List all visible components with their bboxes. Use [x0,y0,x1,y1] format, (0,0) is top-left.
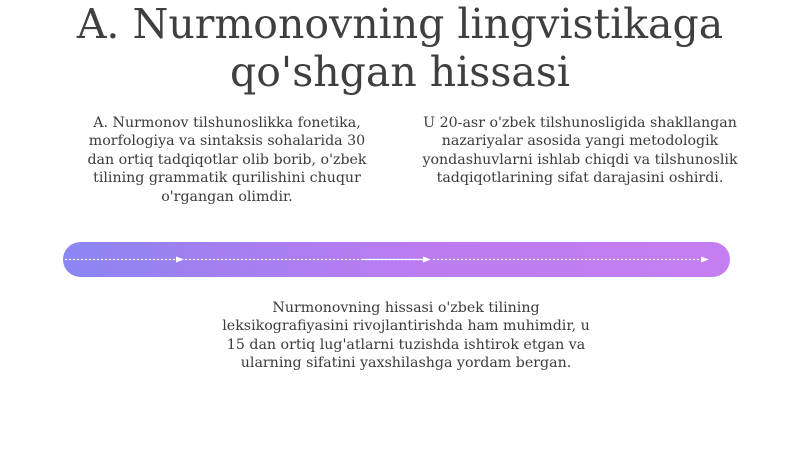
arrow-head-2-icon [423,257,431,263]
arrow-head-3-icon [701,257,709,263]
timeline-arrows [63,242,730,277]
arrow-head-1-icon [176,257,184,263]
bottom-paragraph: Nurmonovning hissasi o'zbek tilining leksikografiyasini rivojlantirishda ham muhimdir, u 15 dan ortiq lug'atlarni tuzishda ishtirok etgan va ularning sifatini yaxshilashga yordam bergan. [222,300,590,372]
right-paragraph: U 20-asr o'zbek tilshunosligida shakllangan nazariyalar asosida yangi metodologik yondashuvlarni ishlab chiqdi va tilshunoslik tadqiqotlarining sifat darajasini oshirdi. [422,115,738,187]
slide-title [0,0,800,96]
slide-title-line-1: A. Nurmonovning lingvistikaga [76,0,724,48]
left-paragraph: A. Nurmonov tilshunoslikka fonetika, morfologiya va sintaksis sohalarida 30 dan ortiq tadqiqotlar olib borib, o'zbek tilining grammatik qurilishini chuqur o'rgangan olimdir. [87,115,367,205]
slide-title-line-2: qo'shgan hissasi [230,48,570,96]
timeline-bar [63,242,730,277]
